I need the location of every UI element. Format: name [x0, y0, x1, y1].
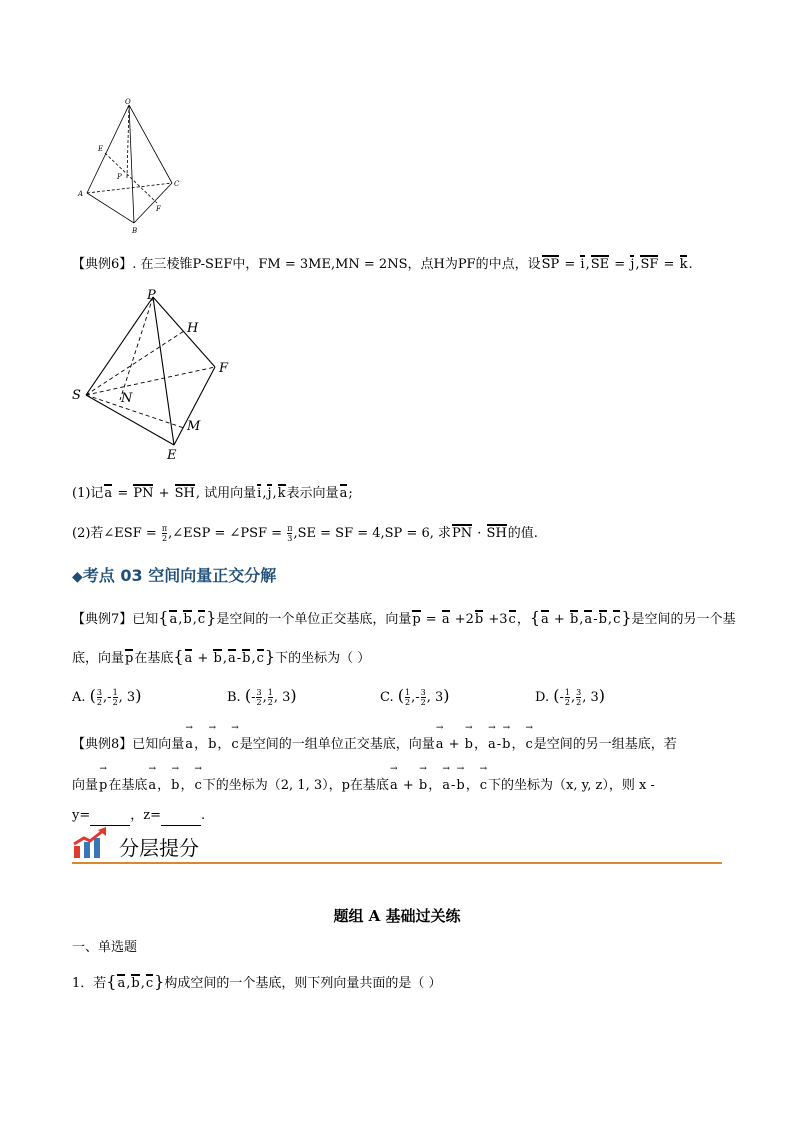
vec-k: k [277, 484, 287, 504]
text: 下的坐标为（ ） [275, 651, 371, 666]
single-choice-label: 一、单选题 [72, 940, 138, 955]
numerator: 3 [420, 688, 426, 697]
label-m: M [187, 419, 201, 434]
label-f: F [156, 205, 161, 213]
fraction [97, 688, 102, 707]
denominator: 2 [256, 698, 262, 707]
coef: +3 [484, 612, 508, 627]
vec-b: b [569, 610, 579, 630]
comma: , [272, 486, 277, 501]
label-b: B [132, 227, 138, 235]
option-label: B. [227, 690, 241, 705]
option-a[interactable] [72, 686, 141, 707]
text: 是空间的一个单位正交基底，向量 [216, 612, 412, 627]
vec-c: → c [193, 776, 202, 796]
brace: } [621, 608, 632, 627]
coord: , 3 [582, 690, 599, 705]
example-6 [72, 255, 693, 275]
plus: + [444, 737, 464, 752]
vec-c: c [256, 649, 265, 669]
fraction-pi-3 [287, 524, 292, 543]
option-d[interactable] [535, 686, 605, 707]
plus: + [549, 612, 569, 627]
vec-p: p [411, 610, 421, 630]
vec-b: → b [501, 735, 511, 755]
example-8-line-1 [72, 735, 677, 755]
question-6-1 [72, 484, 353, 504]
denominator: 2 [161, 534, 168, 543]
vec-a: → a [487, 735, 497, 755]
vec-b: → b [455, 776, 465, 796]
vec-b: b [598, 610, 608, 630]
label-e2: E [167, 448, 177, 463]
eq: = [113, 486, 133, 501]
label-n: N [121, 391, 133, 406]
denominator: 2 [420, 698, 426, 707]
paren: ( [244, 686, 252, 705]
vec-b: → b [207, 735, 217, 755]
vec-a: a [103, 484, 113, 504]
vec-c: c [145, 974, 154, 994]
vec-a: a [540, 610, 550, 630]
comma: , [570, 690, 576, 705]
numerator: 3 [576, 688, 582, 697]
brace: { [173, 647, 184, 666]
vec-b: → b [418, 776, 428, 796]
fraction [268, 688, 273, 707]
numerator: π [287, 524, 293, 533]
answer-blank-z[interactable] [161, 811, 201, 826]
vec-p: → p [98, 776, 108, 796]
answer-blank-xy[interactable] [90, 811, 130, 826]
text: 是空间的一组单位正交基底，向量 [239, 737, 435, 752]
section-title-text: 考点 03 空间向量正交分解 [82, 566, 277, 585]
comma: , [579, 612, 584, 627]
tetrahedron-figure-psef [70, 285, 240, 465]
text: 是空间的另一个基 [631, 612, 736, 627]
comma: , [126, 976, 131, 991]
comma: ， [473, 737, 487, 752]
text: 下的坐标为（x, y, z），则 x - [488, 778, 655, 793]
vec-a: → a [184, 735, 194, 755]
eq: = [421, 612, 441, 627]
sign: - [251, 690, 256, 705]
comma: , [607, 612, 613, 627]
vec-a: → a [389, 776, 399, 796]
label-p2: P [147, 288, 156, 303]
brace: { [158, 608, 169, 627]
paren: ( [397, 686, 405, 705]
comma: ， [428, 778, 442, 793]
label-a: A [78, 190, 84, 198]
vec-b: b [182, 610, 192, 630]
question-text: 构成空间的一个基底，则下列向量共面的是（ ） [164, 976, 442, 991]
question-6-2 [72, 524, 538, 544]
dot: · [473, 526, 486, 541]
comma: ， [180, 778, 194, 793]
minus: - [450, 778, 456, 793]
plus: + [398, 778, 418, 793]
vec-a: a [116, 974, 126, 994]
paren: ) [135, 686, 142, 705]
coef: +2 [450, 612, 474, 627]
vec-c: c [197, 610, 206, 630]
label-h: H [187, 321, 199, 336]
fraction [113, 688, 118, 707]
denominator: 2 [576, 698, 582, 707]
pyramid-figure-oabc [72, 95, 187, 235]
vec-i: i [256, 484, 262, 504]
diamond-icon: ◆ [72, 569, 83, 585]
fraction [256, 688, 261, 707]
vec-c: → c [479, 776, 488, 796]
question-number: 1．若 [72, 976, 107, 991]
comma: , [222, 651, 227, 666]
minus: - [593, 612, 598, 627]
vec-sh: SH [174, 484, 196, 504]
example-7-line-2 [72, 647, 370, 669]
vec-a: → a [147, 776, 157, 796]
period: . [201, 808, 206, 823]
growth-chart-icon [72, 826, 112, 860]
vec-c: → c [230, 735, 239, 755]
example-8-line-2 [72, 776, 655, 796]
option-b[interactable] [227, 686, 297, 707]
vec-a: a [583, 610, 593, 630]
comma: ， [194, 737, 208, 752]
paren: ) [443, 686, 450, 705]
q-text: ,SE = SF = 4,SP = 6, 求 [293, 526, 452, 541]
period: . [688, 257, 693, 272]
option-label: C. [380, 690, 394, 705]
vec-se: SE [590, 255, 610, 275]
option-label: A. [72, 690, 86, 705]
numerator: 3 [256, 688, 262, 697]
layer-divider [72, 862, 722, 864]
text: 向量 [72, 778, 99, 793]
comma: , [192, 612, 197, 627]
paren: ( [89, 686, 96, 705]
vec-b: b [212, 649, 222, 669]
denominator: 2 [96, 698, 103, 707]
fraction [565, 688, 570, 707]
group-title: 题组 A 基础过关练 [333, 907, 461, 925]
q-text: 的值. [507, 526, 538, 541]
coord: , 3 [118, 690, 136, 705]
fraction [421, 688, 426, 707]
vec-k: k [679, 255, 689, 275]
vec-c: → c [525, 735, 534, 755]
numerator: 3 [96, 688, 103, 697]
vec-j: j [266, 484, 272, 504]
label-p: P [117, 173, 122, 181]
vec-a: a [184, 649, 194, 669]
vec-sh: SH [486, 524, 508, 544]
comma: , [411, 690, 416, 705]
coord: , 3 [426, 690, 444, 705]
brace: } [264, 647, 276, 666]
vec-a: → a [441, 776, 451, 796]
sign: - [107, 690, 112, 705]
text: 下的坐标为（2, 1, 3），p在基底 [202, 778, 389, 793]
vec-b: b [474, 610, 484, 630]
vec-c: c [508, 610, 517, 630]
numerator: 1 [564, 688, 570, 697]
vec-a: a [227, 649, 237, 669]
q-text: 表示向量 [286, 486, 339, 501]
example-8-tag: 【典例8】 [72, 737, 133, 752]
paren: ) [598, 686, 606, 705]
example-7-tag: 【典例7】 [72, 612, 133, 627]
example-8-line-3 [72, 806, 205, 826]
minus: - [496, 737, 502, 752]
vec-i: i [579, 255, 585, 275]
label-c: C [174, 180, 180, 188]
label-e: E [98, 145, 104, 153]
denominator: 3 [287, 534, 293, 543]
label-o: O [125, 98, 131, 106]
vec-b: b [130, 974, 140, 994]
vec-b: → b [170, 776, 180, 796]
sign: - [559, 690, 564, 705]
paren: ) [290, 686, 297, 705]
q-text: , 试用向量 [195, 486, 257, 501]
vec-p: p [124, 649, 134, 669]
text: 在基底 [134, 651, 174, 666]
brace: } [206, 608, 217, 627]
option-label: D. [535, 690, 550, 705]
numerator: 1 [405, 688, 411, 697]
numerator: 1 [112, 688, 118, 697]
comma: , [251, 651, 256, 666]
vec-j: j [629, 255, 635, 275]
option-c[interactable] [380, 686, 450, 707]
fraction [576, 688, 581, 707]
label-s: S [72, 388, 81, 403]
text: 底，向量 [72, 651, 125, 666]
text: y= [72, 808, 91, 823]
denominator: 2 [267, 698, 273, 707]
text: 在基底 [108, 778, 148, 793]
comma: ， [157, 778, 171, 793]
comma: ， [217, 737, 231, 752]
q-prefix: (2)若∠ESF = [72, 526, 161, 541]
q-prefix: (1)记 [72, 486, 104, 501]
vec-a: a [168, 610, 178, 630]
fraction [405, 688, 410, 707]
comma: , [140, 976, 145, 991]
brace: { [106, 972, 117, 991]
section-03-title [72, 563, 276, 586]
brace: } [154, 972, 165, 991]
q-text: ,∠ESP = ∠PSF = [168, 526, 287, 541]
vec-sp: SP [541, 255, 561, 275]
question-1 [72, 972, 441, 994]
label-f2: F [219, 361, 229, 376]
plus: + [193, 651, 213, 666]
minus: - [236, 651, 242, 666]
comma: , [262, 690, 267, 705]
paren: ( [553, 686, 560, 705]
semicolon: ; [348, 486, 353, 501]
vec-b: → b [464, 735, 474, 755]
eq: = [560, 257, 580, 272]
eq: = [659, 257, 679, 272]
plus: + [154, 486, 174, 501]
comma: ， [465, 778, 479, 793]
numerator: 1 [267, 688, 273, 697]
layer-title: 分层提分 [119, 836, 199, 860]
denominator: 2 [564, 698, 570, 707]
text: 是空间的另一组基底，若 [533, 737, 677, 752]
comma: , [635, 257, 640, 272]
denominator: 2 [405, 698, 411, 707]
vec-a: → a [435, 735, 445, 755]
coord: , 3 [273, 690, 291, 705]
vec-sf: SF [639, 255, 659, 275]
eq: = [610, 257, 630, 272]
vec-b: b [241, 649, 251, 669]
comma: , [585, 257, 590, 272]
text: 已知向量 [132, 737, 185, 752]
comma: , [262, 486, 267, 501]
comma: , [103, 690, 108, 705]
comma: , [178, 612, 183, 627]
layer-header [72, 826, 722, 864]
vec-pn: PN [132, 484, 154, 504]
text: ，z= [130, 808, 161, 823]
denominator: 2 [112, 698, 118, 707]
comma: ， [511, 737, 525, 752]
comma: ， [516, 612, 530, 627]
vec-a: a [339, 484, 349, 504]
sign: - [415, 690, 420, 705]
numerator: π [161, 524, 168, 533]
example-7-line-1 [72, 608, 736, 630]
vec-a: a [441, 610, 451, 630]
text: 已知 [132, 612, 159, 627]
brace: { [529, 608, 541, 627]
example-6-text: . 在三棱锥P-SEF中，FM = 3ME,MN = 2NS，点H为PF的中点，设 [132, 257, 541, 272]
fraction-pi-2 [162, 524, 167, 543]
example-6-tag: 【典例6】 [72, 257, 133, 272]
vec-c: c [612, 610, 621, 630]
vec-pn: PN [451, 524, 473, 544]
